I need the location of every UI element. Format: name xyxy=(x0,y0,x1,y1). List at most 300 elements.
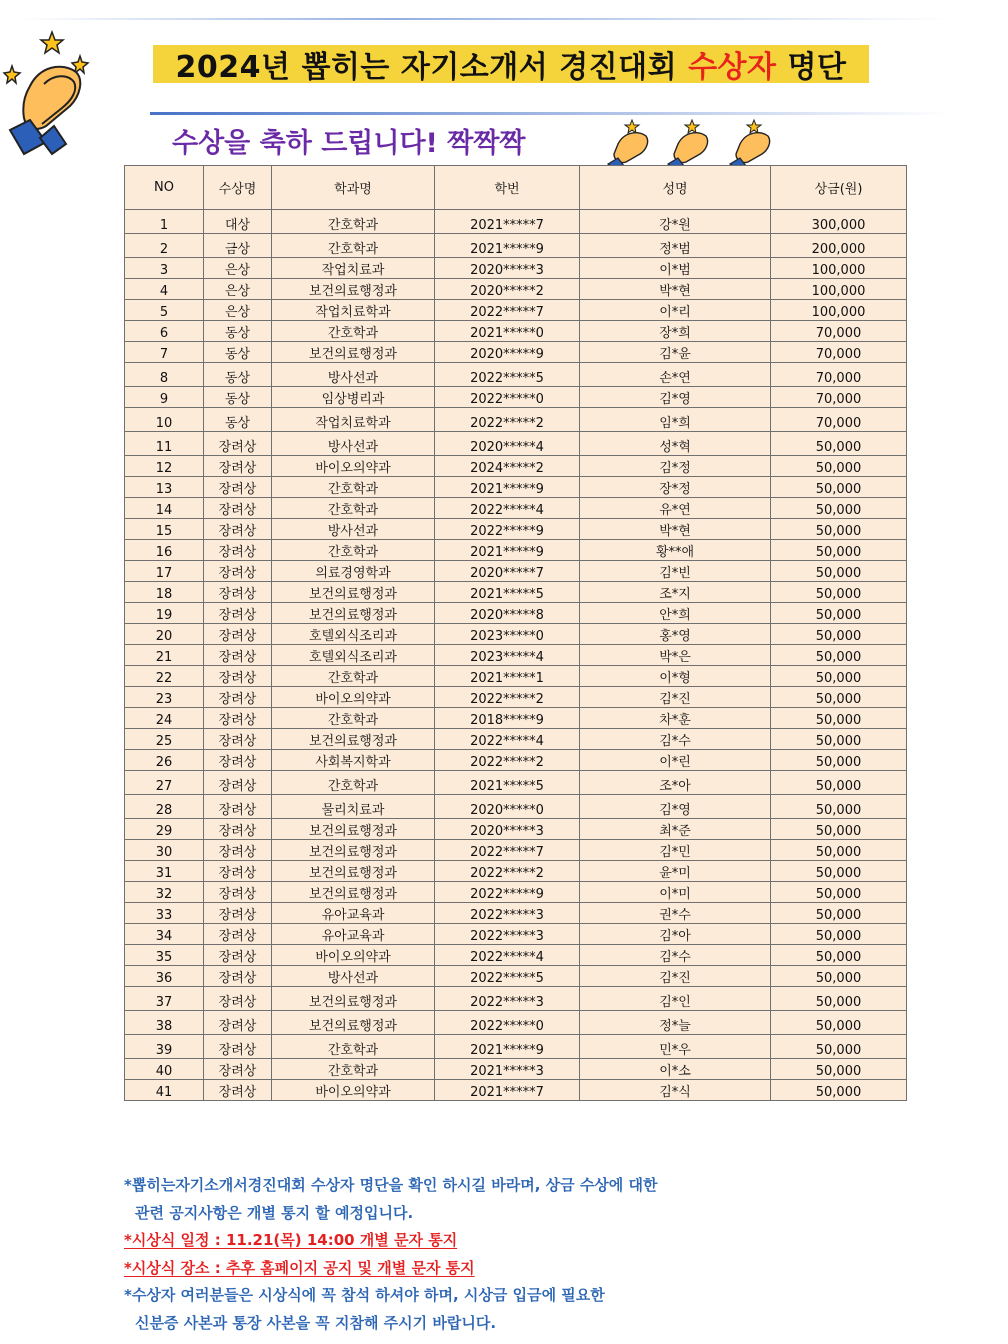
cell-name: 이*소 xyxy=(580,1059,771,1080)
cell-prize: 50,000 xyxy=(771,1080,907,1101)
cell-award: 장려상 xyxy=(204,882,272,903)
cell-department: 호텔외식조리과 xyxy=(272,624,435,645)
cell-student-id: 2021*****9 xyxy=(435,477,580,498)
cell-name: 김*수 xyxy=(580,729,771,750)
cell-prize: 50,000 xyxy=(771,819,907,840)
table-row xyxy=(125,903,907,924)
cell-prize: 50,000 xyxy=(771,432,907,456)
cell-department: 작업치료학과 xyxy=(272,300,435,321)
cell-award: 장려상 xyxy=(204,498,272,519)
table-row xyxy=(125,498,907,519)
cell-no: 11 xyxy=(125,432,204,456)
cell-no: 17 xyxy=(125,561,204,582)
cell-prize: 100,000 xyxy=(771,258,907,279)
cell-student-id: 2022*****2 xyxy=(435,750,580,771)
cell-prize: 70,000 xyxy=(771,387,907,408)
cell-department: 의료경영학과 xyxy=(272,561,435,582)
cell-name: 이*미 xyxy=(580,882,771,903)
table-row xyxy=(125,819,907,840)
cell-award: 장려상 xyxy=(204,456,272,477)
cell-prize: 50,000 xyxy=(771,561,907,582)
table-row xyxy=(125,456,907,477)
table-row xyxy=(125,234,907,258)
cell-student-id: 2022*****3 xyxy=(435,924,580,945)
table-row xyxy=(125,861,907,882)
cell-prize: 70,000 xyxy=(771,408,907,432)
header-department: 학과명 xyxy=(272,166,435,210)
table-row xyxy=(125,840,907,861)
cell-no: 28 xyxy=(125,795,204,819)
cell-no: 26 xyxy=(125,750,204,771)
cell-student-id: 2022*****4 xyxy=(435,729,580,750)
table-row xyxy=(125,603,907,624)
cell-award: 장려상 xyxy=(204,819,272,840)
cell-award: 장려상 xyxy=(204,1059,272,1080)
table-row xyxy=(125,1059,907,1080)
table-row xyxy=(125,1080,907,1101)
cell-award: 장려상 xyxy=(204,966,272,987)
cell-student-id: 2021*****9 xyxy=(435,540,580,561)
cell-name: 안*희 xyxy=(580,603,771,624)
cell-name: 조*지 xyxy=(580,582,771,603)
cell-award: 금상 xyxy=(204,234,272,258)
cell-name: 윤*미 xyxy=(580,861,771,882)
cell-no: 22 xyxy=(125,666,204,687)
cell-prize: 50,000 xyxy=(771,708,907,729)
cell-department: 사회복지학과 xyxy=(272,750,435,771)
cell-student-id: 2022*****0 xyxy=(435,387,580,408)
cell-no: 39 xyxy=(125,1035,204,1059)
cell-department: 임상병리과 xyxy=(272,387,435,408)
table-row xyxy=(125,540,907,561)
cell-prize: 70,000 xyxy=(771,363,907,387)
cell-student-id: 2021*****9 xyxy=(435,1035,580,1059)
cell-department: 간호학과 xyxy=(272,771,435,795)
cell-department: 방사선과 xyxy=(272,519,435,540)
ceremony-location xyxy=(124,1257,884,1285)
cell-prize: 50,000 xyxy=(771,477,907,498)
cell-student-id: 2021*****7 xyxy=(435,210,580,234)
cell-department: 간호학과 xyxy=(272,666,435,687)
cell-student-id: 2023*****4 xyxy=(435,645,580,666)
notice-line: 신분증 사본과 통장 사본을 꼭 지참해 주시기 바랍니다. xyxy=(135,1313,497,1332)
table-row xyxy=(125,795,907,819)
cell-no: 30 xyxy=(125,840,204,861)
table-row xyxy=(125,300,907,321)
cell-no: 23 xyxy=(125,687,204,708)
table-row xyxy=(125,210,907,234)
cell-award: 장려상 xyxy=(204,540,272,561)
cell-name: 김*아 xyxy=(580,924,771,945)
table-row xyxy=(125,966,907,987)
table-row xyxy=(125,1035,907,1059)
awardee-table xyxy=(124,165,907,1101)
table-row xyxy=(125,708,907,729)
cell-prize: 50,000 xyxy=(771,729,907,750)
cell-student-id: 2021*****5 xyxy=(435,771,580,795)
cell-prize: 70,000 xyxy=(771,342,907,363)
cell-no: 31 xyxy=(125,861,204,882)
cell-student-id: 2022*****7 xyxy=(435,840,580,861)
cell-award: 동상 xyxy=(204,408,272,432)
cell-name: 홍*영 xyxy=(580,624,771,645)
cell-award: 장려상 xyxy=(204,624,272,645)
cell-name: 장*정 xyxy=(580,477,771,498)
cell-name: 김*인 xyxy=(580,987,771,1011)
cell-department: 간호학과 xyxy=(272,210,435,234)
title-main: 2024년 뽑히는 자기소개서 경진대회 xyxy=(175,50,678,85)
ceremony-date xyxy=(124,1229,884,1257)
cell-name: 장*희 xyxy=(580,321,771,342)
cell-name: 강*원 xyxy=(580,210,771,234)
cell-no: 40 xyxy=(125,1059,204,1080)
table-row xyxy=(125,750,907,771)
table-row xyxy=(125,666,907,687)
cell-no: 3 xyxy=(125,258,204,279)
cell-name: 김*식 xyxy=(580,1080,771,1101)
cell-name: 김*영 xyxy=(580,387,771,408)
cell-department: 보건의료행정과 xyxy=(272,987,435,1011)
notice-line: *수상자 여러분들은 시상식에 꼭 참석 하셔야 하며, 시상금 입금에 필요한 xyxy=(124,1286,605,1304)
cell-name: 정*늘 xyxy=(580,1011,771,1035)
cell-student-id: 2021*****9 xyxy=(435,234,580,258)
cell-student-id: 2020*****2 xyxy=(435,279,580,300)
cell-department: 호텔외식조리과 xyxy=(272,645,435,666)
cell-department: 보건의료행정과 xyxy=(272,279,435,300)
table-row xyxy=(125,519,907,540)
cell-award: 장려상 xyxy=(204,582,272,603)
cell-name: 차*훈 xyxy=(580,708,771,729)
cell-department: 간호학과 xyxy=(272,1059,435,1080)
cell-no: 5 xyxy=(125,300,204,321)
cell-name: 김*수 xyxy=(580,945,771,966)
cell-name: 손*연 xyxy=(580,363,771,387)
cell-prize: 50,000 xyxy=(771,903,907,924)
cell-department: 보건의료행정과 xyxy=(272,840,435,861)
cell-award: 장려상 xyxy=(204,729,272,750)
cell-student-id: 2021*****3 xyxy=(435,1059,580,1080)
cell-prize: 50,000 xyxy=(771,1035,907,1059)
cell-name: 이*린 xyxy=(580,750,771,771)
cell-prize: 50,000 xyxy=(771,987,907,1011)
cell-student-id: 2020*****8 xyxy=(435,603,580,624)
cell-department: 작업치료학과 xyxy=(272,408,435,432)
cell-award: 장려상 xyxy=(204,1035,272,1059)
cell-no: 16 xyxy=(125,540,204,561)
table-row xyxy=(125,363,907,387)
cell-name: 김*정 xyxy=(580,456,771,477)
cell-award: 장려상 xyxy=(204,771,272,795)
cell-award: 은상 xyxy=(204,300,272,321)
cell-no: 37 xyxy=(125,987,204,1011)
table-row xyxy=(125,387,907,408)
cell-department: 보건의료행정과 xyxy=(272,882,435,903)
cell-student-id: 2021*****5 xyxy=(435,582,580,603)
cell-student-id: 2022*****2 xyxy=(435,408,580,432)
cell-student-id: 2022*****2 xyxy=(435,861,580,882)
ceremony-date-text: *시상식 일정 : 11.21(목) 14:00 개별 문자 통지 xyxy=(124,1231,458,1249)
cell-student-id: 2022*****9 xyxy=(435,882,580,903)
table-row xyxy=(125,945,907,966)
cell-award: 장려상 xyxy=(204,477,272,498)
cell-name: 김*빈 xyxy=(580,561,771,582)
cell-no: 1 xyxy=(125,210,204,234)
table-row xyxy=(125,882,907,903)
cell-student-id: 2020*****3 xyxy=(435,819,580,840)
cell-no: 15 xyxy=(125,519,204,540)
cell-award: 장려상 xyxy=(204,945,272,966)
cell-award: 장려상 xyxy=(204,1080,272,1101)
notice-section xyxy=(124,1174,884,1339)
cell-student-id: 2020*****9 xyxy=(435,342,580,363)
cell-student-id: 2021*****1 xyxy=(435,666,580,687)
cell-student-id: 2022*****9 xyxy=(435,519,580,540)
cell-name: 황**애 xyxy=(580,540,771,561)
cell-award: 장려상 xyxy=(204,561,272,582)
cell-department: 방사선과 xyxy=(272,432,435,456)
cell-name: 권*수 xyxy=(580,903,771,924)
table-row xyxy=(125,582,907,603)
cell-no: 27 xyxy=(125,771,204,795)
cell-award: 장려상 xyxy=(204,708,272,729)
cell-award: 장려상 xyxy=(204,750,272,771)
cell-department: 보건의료행정과 xyxy=(272,603,435,624)
table-row xyxy=(125,477,907,498)
table-row xyxy=(125,771,907,795)
cell-award: 동상 xyxy=(204,387,272,408)
cell-award: 은상 xyxy=(204,258,272,279)
header-no: NO xyxy=(125,166,204,210)
cell-name: 박*현 xyxy=(580,519,771,540)
cell-name: 유*연 xyxy=(580,498,771,519)
cell-no: 19 xyxy=(125,603,204,624)
cell-student-id: 2023*****0 xyxy=(435,624,580,645)
table-row xyxy=(125,687,907,708)
cell-department: 보건의료행정과 xyxy=(272,582,435,603)
cell-no: 12 xyxy=(125,456,204,477)
cell-no: 36 xyxy=(125,966,204,987)
cell-department: 보건의료행정과 xyxy=(272,819,435,840)
cell-prize: 50,000 xyxy=(771,456,907,477)
notice-line: 관련 공지사항은 개별 통지 할 예정입니다. xyxy=(135,1203,414,1222)
cell-award: 대상 xyxy=(204,210,272,234)
cell-name: 성*혁 xyxy=(580,432,771,456)
cell-award: 동상 xyxy=(204,321,272,342)
cell-prize: 50,000 xyxy=(771,966,907,987)
cell-name: 이*범 xyxy=(580,258,771,279)
cell-no: 7 xyxy=(125,342,204,363)
cell-no: 33 xyxy=(125,903,204,924)
cell-student-id: 2024*****2 xyxy=(435,456,580,477)
cell-department: 간호학과 xyxy=(272,477,435,498)
cell-student-id: 2022*****4 xyxy=(435,498,580,519)
cell-prize: 50,000 xyxy=(771,795,907,819)
cell-prize: 50,000 xyxy=(771,624,907,645)
cell-award: 동상 xyxy=(204,363,272,387)
cell-no: 6 xyxy=(125,321,204,342)
cell-department: 간호학과 xyxy=(272,540,435,561)
cell-award: 장려상 xyxy=(204,903,272,924)
cell-department: 보건의료행정과 xyxy=(272,342,435,363)
cell-no: 13 xyxy=(125,477,204,498)
table-row xyxy=(125,924,907,945)
title-accent: 수상자 xyxy=(688,50,777,85)
cell-name: 김*민 xyxy=(580,840,771,861)
cell-student-id: 2018*****9 xyxy=(435,708,580,729)
cell-award: 장려상 xyxy=(204,519,272,540)
table-row xyxy=(125,624,907,645)
cell-no: 9 xyxy=(125,387,204,408)
cell-name: 박*은 xyxy=(580,645,771,666)
cell-student-id: 2021*****0 xyxy=(435,321,580,342)
cell-name: 김*진 xyxy=(580,687,771,708)
table-row xyxy=(125,408,907,432)
cell-award: 장려상 xyxy=(204,1011,272,1035)
table-row xyxy=(125,645,907,666)
cell-no: 25 xyxy=(125,729,204,750)
cell-name: 이*형 xyxy=(580,666,771,687)
cell-prize: 50,000 xyxy=(771,945,907,966)
notice-line: *뽑히는자기소개서경진대회 수상자 명단을 확인 하시길 바라며, 상금 수상에 대한 xyxy=(124,1176,658,1194)
cell-prize: 50,000 xyxy=(771,882,907,903)
cell-no: 14 xyxy=(125,498,204,519)
cell-prize: 70,000 xyxy=(771,321,907,342)
cell-no: 41 xyxy=(125,1080,204,1101)
title-banner xyxy=(153,45,869,83)
cell-department: 물리치료과 xyxy=(272,795,435,819)
cell-prize: 50,000 xyxy=(771,582,907,603)
cell-department: 바이오의약과 xyxy=(272,1080,435,1101)
cell-name: 임*희 xyxy=(580,408,771,432)
clapping-hands-icon xyxy=(0,26,110,156)
subtitle: 수상을 축하 드립니다! 짝짝짝 xyxy=(172,128,526,159)
cell-name: 정*범 xyxy=(580,234,771,258)
cell-no: 20 xyxy=(125,624,204,645)
cell-student-id: 2020*****4 xyxy=(435,432,580,456)
cell-department: 방사선과 xyxy=(272,363,435,387)
cell-department: 바이오의약과 xyxy=(272,687,435,708)
cell-no: 35 xyxy=(125,945,204,966)
cell-prize: 50,000 xyxy=(771,498,907,519)
header-student-id: 학번 xyxy=(435,166,580,210)
cell-prize: 100,000 xyxy=(771,279,907,300)
clapping-hands-icon xyxy=(664,118,722,168)
cell-prize: 300,000 xyxy=(771,210,907,234)
cell-prize: 50,000 xyxy=(771,1011,907,1035)
cell-no: 21 xyxy=(125,645,204,666)
cell-prize: 50,000 xyxy=(771,861,907,882)
cell-department: 간호학과 xyxy=(272,708,435,729)
cell-prize: 50,000 xyxy=(771,771,907,795)
cell-name: 박*현 xyxy=(580,279,771,300)
table-row xyxy=(125,1011,907,1035)
cell-student-id: 2022*****2 xyxy=(435,687,580,708)
cell-student-id: 2021*****7 xyxy=(435,1080,580,1101)
table-row xyxy=(125,561,907,582)
table-row xyxy=(125,321,907,342)
cell-prize: 50,000 xyxy=(771,840,907,861)
cell-prize: 50,000 xyxy=(771,645,907,666)
cell-student-id: 2022*****0 xyxy=(435,1011,580,1035)
cell-student-id: 2022*****3 xyxy=(435,903,580,924)
cell-no: 2 xyxy=(125,234,204,258)
cell-award: 장려상 xyxy=(204,840,272,861)
cell-prize: 50,000 xyxy=(771,750,907,771)
cell-award: 장려상 xyxy=(204,687,272,708)
cell-prize: 50,000 xyxy=(771,1059,907,1080)
cell-no: 4 xyxy=(125,279,204,300)
cell-department: 간호학과 xyxy=(272,321,435,342)
cell-award: 장려상 xyxy=(204,861,272,882)
cell-prize: 50,000 xyxy=(771,540,907,561)
cell-name: 이*리 xyxy=(580,300,771,321)
cell-no: 34 xyxy=(125,924,204,945)
cell-award: 장려상 xyxy=(204,795,272,819)
table-row xyxy=(125,987,907,1011)
header-name: 성명 xyxy=(580,166,771,210)
clapping-hands-icon xyxy=(726,118,784,168)
table-row xyxy=(125,432,907,456)
cell-department: 간호학과 xyxy=(272,1035,435,1059)
cell-award: 장려상 xyxy=(204,666,272,687)
cell-award: 장려상 xyxy=(204,924,272,945)
cell-no: 24 xyxy=(125,708,204,729)
cell-no: 38 xyxy=(125,1011,204,1035)
cell-no: 32 xyxy=(125,882,204,903)
cell-student-id: 2022*****7 xyxy=(435,300,580,321)
cell-award: 장려상 xyxy=(204,645,272,666)
cell-award: 장려상 xyxy=(204,987,272,1011)
header-prize: 상금(원) xyxy=(771,166,907,210)
cell-student-id: 2022*****5 xyxy=(435,966,580,987)
cell-department: 유아교육과 xyxy=(272,924,435,945)
cell-department: 바이오의약과 xyxy=(272,456,435,477)
cell-department: 보건의료행정과 xyxy=(272,729,435,750)
cell-department: 보건의료행정과 xyxy=(272,1011,435,1035)
table-row xyxy=(125,729,907,750)
cell-prize: 50,000 xyxy=(771,924,907,945)
cell-no: 10 xyxy=(125,408,204,432)
cell-name: 김*영 xyxy=(580,795,771,819)
cell-department: 바이오의약과 xyxy=(272,945,435,966)
top-divider xyxy=(20,18,950,20)
cell-department: 작업치료과 xyxy=(272,258,435,279)
cell-award: 장려상 xyxy=(204,603,272,624)
cell-student-id: 2020*****7 xyxy=(435,561,580,582)
cell-department: 간호학과 xyxy=(272,498,435,519)
cell-name: 조*아 xyxy=(580,771,771,795)
cell-student-id: 2020*****3 xyxy=(435,258,580,279)
cell-student-id: 2022*****4 xyxy=(435,945,580,966)
cell-name: 김*윤 xyxy=(580,342,771,363)
cell-prize: 50,000 xyxy=(771,666,907,687)
cell-department: 보건의료행정과 xyxy=(272,861,435,882)
cell-prize: 50,000 xyxy=(771,687,907,708)
ceremony-location-text: *시상식 장소 : 추후 홈페이지 공지 및 개별 문자 통지 xyxy=(124,1258,475,1277)
cell-award: 은상 xyxy=(204,279,272,300)
cell-award: 장려상 xyxy=(204,432,272,456)
cell-name: 김*진 xyxy=(580,966,771,987)
cell-award: 동상 xyxy=(204,342,272,363)
subtitle-divider xyxy=(150,112,950,115)
cell-no: 8 xyxy=(125,363,204,387)
page-title xyxy=(176,42,847,86)
title-tail: 명단 xyxy=(787,50,847,85)
table-row xyxy=(125,258,907,279)
cell-no: 29 xyxy=(125,819,204,840)
cell-department: 간호학과 xyxy=(272,234,435,258)
cell-prize: 50,000 xyxy=(771,519,907,540)
